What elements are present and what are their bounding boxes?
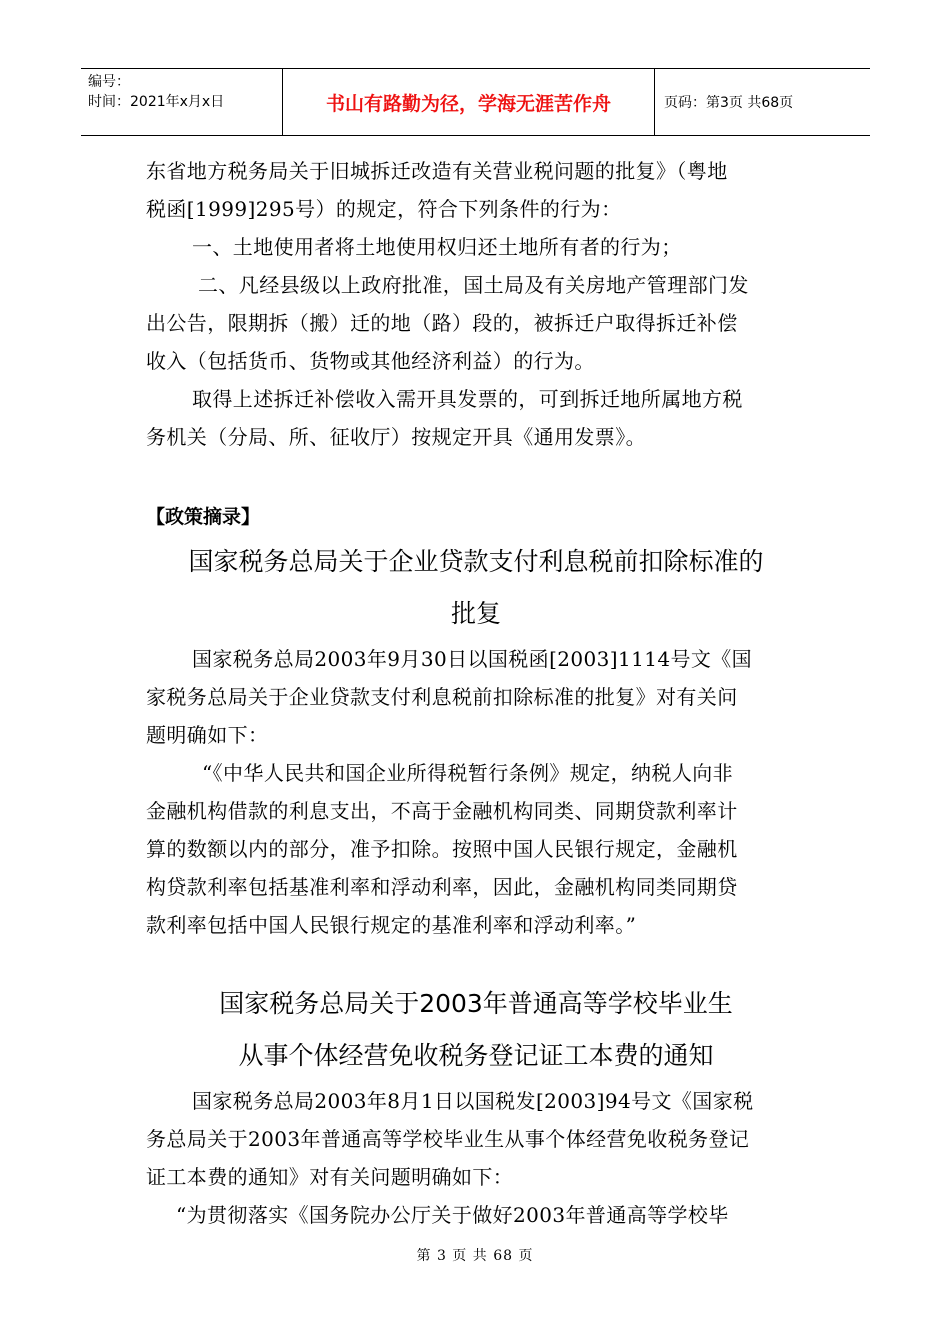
document-time-label: 时间：2021年x月x日 <box>88 94 225 110</box>
paragraph-line: 构贷款利率包括基准利率和浮动利率，因此，金融机构同类同期贷 <box>146 875 738 899</box>
paragraph-line: 务机关（分局、所、征收厅）按规定开具《通用发票》。 <box>146 425 646 449</box>
paragraph-line: 收入（包括货币、货物或其他经济利益）的行为。 <box>146 349 595 373</box>
paragraph-line: 款利率包括中国人民银行规定的基准利率和浮动利率。” <box>146 913 637 937</box>
paragraph-line: 东省地方税务局关于旧城拆迁改造有关营业税问题的批复》（粤地 <box>146 159 728 183</box>
paragraph-line: 出公告，限期拆（搬）迁的地（路）段的，被拆迁户取得拆迁补偿 <box>146 311 738 335</box>
paragraph-line: “《中华人民共和国企业所得税暂行条例》规定，纳税人向非 <box>202 761 734 785</box>
paragraph-line: 二、凡经县级以上政府批准，国土局及有关房地产管理部门发 <box>198 273 749 297</box>
section-title: 国家税务总局关于企业贷款支付利息税前扣除标准的 <box>188 547 764 576</box>
paragraph-line: 务总局关于2003年普通高等学校毕业生从事个体经营免收税务登记 <box>146 1127 750 1151</box>
section-title: 国家税务总局关于2003年普通高等学校毕业生 <box>219 989 733 1018</box>
policy-excerpt-tag: 【政策摘录】 <box>146 506 261 528</box>
paragraph-line: 家税务总局关于企业贷款支付利息税前扣除标准的批复》对有关问 <box>146 685 738 709</box>
document-number-label: 编号： <box>88 74 130 90</box>
section-title: 批复 <box>450 599 501 628</box>
section-loan-interest-deduction <box>146 498 806 944</box>
header-meta <box>81 69 283 135</box>
section-demolition-compensation <box>146 152 749 456</box>
header-page-info: 页码：第3页 共68页 <box>664 95 794 111</box>
paragraph-line: 题明确如下： <box>146 723 269 747</box>
paragraph-line: 算的数额以内的部分，准予扣除。按照中国人民银行规定，金融机 <box>146 837 738 861</box>
paragraph-line: 国家税务总局2003年9月30日以国税函[2003]1114号文《国 <box>192 647 753 671</box>
paragraph-line: 税函[1999]295号）的规定，符合下列条件的行为： <box>146 197 622 221</box>
header-motto: 书山有路勤为径，学海无涯苦作舟 <box>283 69 655 135</box>
section-graduate-fee-exemption <box>146 978 806 1234</box>
paragraph-line: 一、土地使用者将土地使用权归还土地所有者的行为； <box>192 235 682 259</box>
paragraph-line: 国家税务总局2003年8月1日以国税发[2003]94号文《国家税 <box>192 1089 754 1113</box>
paragraph-line: 金融机构借款的利息支出，不高于金融机构同类、同期贷款利率计 <box>146 799 738 823</box>
paragraph-line: 取得上述拆迁补偿收入需开具发票的，可到拆迁地所属地方税 <box>192 387 743 411</box>
paragraph-line: 证工本费的通知》对有关问题明确如下： <box>146 1165 514 1189</box>
paragraph-line: “为贯彻落实《国务院办公厅关于做好2003年普通高等学校毕 <box>176 1203 729 1227</box>
page-footer: 第 3 页 共 68 页 <box>416 1248 534 1264</box>
section-title: 从事个体经营免收税务登记证工本费的通知 <box>238 1041 714 1070</box>
page-header <box>81 68 870 136</box>
